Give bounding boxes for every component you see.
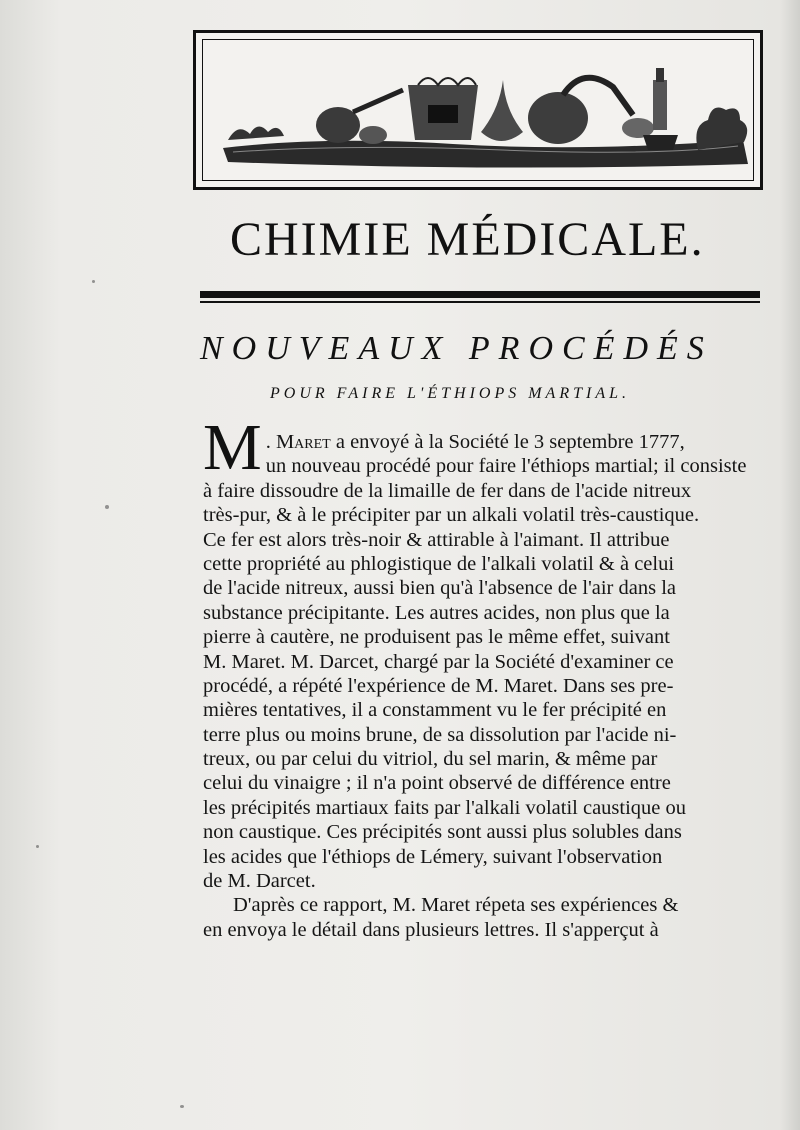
text-line: les précipités martiaux faits par l'alkali volatil caustique ou <box>203 796 687 819</box>
text-line: Ce fer est alors très-noir & attirable à l'aimant. Il attribue <box>203 528 670 551</box>
thin-rule <box>200 301 760 303</box>
section-title: CHIMIE MÉDICALE. <box>230 213 705 266</box>
first-line-rest: a envoyé à la Société le 3 septembre 1777, <box>330 431 685 453</box>
double-rule-divider <box>200 291 760 305</box>
alchemy-vignette-illustration <box>193 30 763 190</box>
text-line: cette propriété au phlogistique de l'alkali volatil & à celui <box>203 552 675 575</box>
text-line: procédé, a répété l'expérience de M. Maret. Dans ses pre- <box>203 674 674 697</box>
text-line: terre plus ou moins brune, de sa dissolution par l'acide ni- <box>203 723 677 746</box>
first-line-small-caps: . Maret <box>265 431 331 453</box>
paper-speck <box>92 280 95 283</box>
first-line <box>203 418 778 454</box>
drop-cap: M <box>203 411 262 484</box>
text-line: de M. Darcet. <box>203 870 316 893</box>
paper-speck <box>36 845 39 848</box>
text-line: en envoya le détail dans plusieurs lettres. Il s'apperçut à <box>203 918 659 941</box>
text-line: M. Maret. M. Darcet, chargé par la Société d'examiner ce <box>203 650 674 673</box>
text-line: non caustique. Ces précipités sont aussi plus solubles dans <box>203 821 682 844</box>
alchemy-apparatus-icon <box>203 40 753 180</box>
text-line: celui du vinaigre ; il n'a point observé de différence entre <box>203 772 671 795</box>
text-line: un nouveau procédé pour faire l'éthiops martial; il consiste <box>265 455 747 478</box>
text-line: pierre à cautère, ne produisent pas le même effet, suivant <box>203 626 670 649</box>
article-title: NOUVEAUX PROCÉDÉS <box>200 330 713 367</box>
text-line: substance précipitante. Les autres acides, non plus que la <box>203 601 670 624</box>
text-line: treux, ou par celui du vitriol, du sel marin, & même par <box>203 748 658 771</box>
article-subtitle: POUR FAIRE L'ÉTHIOPS MARTIAL. <box>270 385 630 402</box>
paper-speck <box>180 1105 184 1108</box>
text-line: les acides que l'éthiops de Lémery, suivant l'observation <box>203 845 663 868</box>
text-line: de l'acide nitreux, aussi bien qu'à l'absence de l'air dans la <box>203 577 677 600</box>
paragraph-1 <box>203 454 778 893</box>
text-line: très-pur, & à le précipiter par un alkali volatil très-caustique. <box>203 504 700 527</box>
text-line: à faire dissoudre de la limaille de fer dans de l'acide nitreux <box>203 479 692 502</box>
text-line: D'après ce rapport, M. Maret répeta ses expériences & <box>233 894 679 917</box>
article-body <box>203 411 778 942</box>
text-line: mières tentatives, il a constamment vu le fer précipité en <box>203 699 667 722</box>
thick-rule <box>200 291 760 298</box>
paper-speck <box>105 505 109 509</box>
paragraph-2 <box>203 893 778 942</box>
